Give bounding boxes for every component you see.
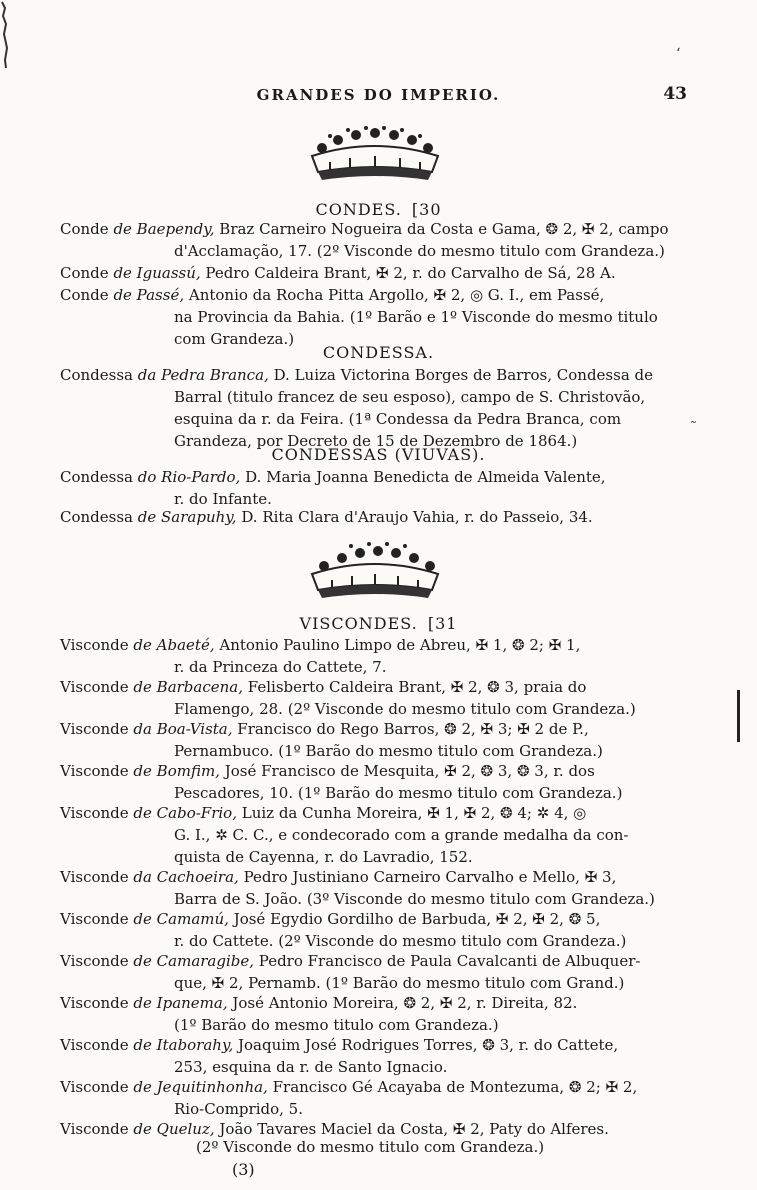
entry-text: João Tavares Maciel da Costa, ✠ 2, Paty do Alferes. [214,1120,609,1138]
entry-rank: Visconde [60,868,129,886]
entry-text: Antonio da Rocha Pitta Argollo, ✠ 2, ◎ G. I., em Passé, [184,286,605,304]
entry-title: de Camaragibe, [133,952,255,970]
entry-text: D. Maria Joanna Benedicta de Almeida Valente, [240,468,606,486]
signature-mark: (3) [232,1160,255,1179]
entry-continuation: Rio-Comprido, 5. [174,1100,303,1118]
entry-title: de Sarapuhy, [137,508,237,526]
entry-condessa-sarapuhy [60,506,700,528]
section-number: [30 [411,200,442,219]
entry-text: Francisco do Rego Barros, ❂ 2, ✠ 3; ✠ 2 de P., [232,720,589,738]
entry-rank: Visconde [60,720,129,738]
entry-text: Antonio Paulino Limpo de Abreu, ✠ 1, ❂ 2; ✠ 1, [214,636,581,654]
entry-continuation: Barral (titulo francez de seu esposo), campo de S. Christovão, [174,388,646,406]
entry-continuation: G. I., ✲ C. C., e condecorado com a grande medalha da con- [174,826,629,844]
entry-conde-iguassu [60,262,700,284]
page-number: 43 [663,84,687,104]
entry-text: Pedro Justiniano Carneiro Carvalho e Mello, ✠ 3, [238,868,617,886]
entry-visconde-barbacena [60,676,700,720]
entry-title: de Jequitinhonha, [133,1078,268,1096]
entry-title: de Abaeté, [133,636,215,654]
entry-title: de Camamú, [133,910,229,928]
entry-visconde-camamu [60,908,700,952]
entry-continuation: Barra de S. João. (3º Visconde do mesmo titulo com Grandeza.) [174,890,655,908]
entry-continuation: 253, esquina da r. de Santo Ignacio. [174,1058,448,1076]
section-title-condessa [0,343,757,362]
entry-continuation: (2º Visconde do mesmo titulo com Grandeza.) [196,1138,545,1156]
section-label: CONDESSA. [322,343,435,362]
entry-visconde-boa-vista [60,718,700,762]
entry-rank: Conde [60,286,109,304]
entry-visconde-camaragibe [60,950,700,994]
section-label: CONDES. [315,200,402,219]
entry-continuation: na Provincia da Bahia. (1º Barão e 1º Visconde do mesmo titulo [174,308,658,326]
entry-title: de Itaborahy, [133,1036,234,1054]
section-title-viscondes [0,614,757,633]
crown-icon [300,126,450,188]
section-label: VISCONDES. [299,614,418,633]
entry-visconde-ipanema [60,992,700,1036]
entry-title: da Boa-Vista, [133,720,233,738]
entry-continuation: r. da Princeza do Cattete, 7. [174,658,387,676]
entry-continuation: com Grandeza.) [174,330,295,348]
entry-rank: Visconde [60,804,129,822]
entry-rank: Visconde [60,1036,129,1054]
running-title: GRANDES DO IMPERIO. [256,86,501,104]
margin-tick: ˜ [690,420,697,436]
entry-title: de Bomfim, [133,762,220,780]
entry-rank: Visconde [60,678,129,696]
entry-continuation: Pernambuco. (1º Barão do mesmo titulo com Grandeza.) [174,742,603,760]
entry-continuation: Pescadores, 10. (1º Barão do mesmo titulo com Grandeza.) [174,784,623,802]
entry-continuation: Grandeza, por Decreto de 15 de Dezembro de 1864.) [174,432,578,450]
entry-title: do Rio-Pardo, [137,468,241,486]
entry-text: D. Luiza Victorina Borges de Barros, Condessa de [268,366,654,384]
entry-rank: Condessa [60,508,133,526]
entry-rank: Condessa [60,366,133,384]
entry-conde-baependy [60,218,700,262]
entry-visconde-queluz [60,1096,730,1140]
entry-rank: Visconde [60,636,129,654]
entry-title: de Passé, [113,286,185,304]
entry-title: de Ipanema, [133,994,228,1012]
entry-text: Felisberto Caldeira Brant, ✠ 2, ❂ 3, praia do [243,678,587,696]
entry-title: da Cachoeira, [133,868,239,886]
entry-rank: Visconde [60,1120,129,1138]
entry-continuation: r. do Cattete. (2º Visconde do mesmo titulo com Grandeza.) [174,932,627,950]
entry-text: José Antonio Moreira, ❂ 2, ✠ 2, r. Direita, 82. [227,994,578,1012]
entry-text: Joaquim José Rodrigues Torres, ❂ 3, r. do Cattete, [233,1036,619,1054]
entry-text: Francisco Gé Acayaba de Montezuma, ❂ 2; ✠ 2, [267,1078,638,1096]
entry-condessa-rio-pardo [60,466,700,510]
section-number: [31 [427,614,458,633]
entry-visconde-cachoeira [60,866,700,910]
section-label: CONDESSAS (VIUVAS). [271,445,486,464]
entry-text: Braz Carneiro Nogueira da Costa e Gama, ❂ 2, ✠ 2, campo [214,220,669,238]
entry-title: de Baependy, [113,220,215,238]
binding-edge-mark [0,0,14,70]
entry-title: da Pedra Branca, [137,366,269,384]
entry-continuation: (1º Barão do mesmo titulo com Grandeza.) [174,1016,499,1034]
entry-rank: Conde [60,264,109,282]
entry-rank: Visconde [60,952,129,970]
entry-continuation: r. do Infante. [174,490,272,508]
margin-tick: ʻ [676,46,681,62]
entry-rank: Visconde [60,1078,129,1096]
entry-continuation: que, ✠ 2, Pernamb. (1º Barão do mesmo titulo com Grand.) [174,974,625,992]
entry-text: José Francisco de Mesquita, ✠ 2, ❂ 3, ❂ 3, r. dos [219,762,595,780]
entry-visconde-cabo-frio [60,802,700,868]
entry-rank: Visconde [60,994,129,1012]
entry-continuation: quista de Cayenna, r. do Lavradio, 152. [174,848,473,866]
crown-icon [300,542,450,604]
entry-title: de Cabo-Frio, [133,804,237,822]
entry-text: D. Rita Clara d'Araujo Vahia, r. do Passeio, 34. [236,508,593,526]
entry-title: de Queluz, [133,1120,215,1138]
entry-visconde-itaborahy [60,1034,700,1078]
section-title-condessas [0,445,757,464]
margin-mark [737,690,740,742]
section-title-condes [0,200,757,219]
entry-continuation: Flamengo, 28. (2º Visconde do mesmo titulo com Grandeza.) [174,700,636,718]
entry-visconde-abaete [60,634,700,678]
entry-text: Pedro Caldeira Brant, ✠ 2, r. do Carvalho de Sá, 28 A. [200,264,616,282]
entry-rank: Conde [60,220,109,238]
entry-title: de Barbacena, [133,678,243,696]
entry-title: de Iguassú, [113,264,201,282]
entry-text: Pedro Francisco de Paula Cavalcanti de Albuquer- [254,952,641,970]
entry-rank: Condessa [60,468,133,486]
entry-condessa-pedra-branca [60,364,700,452]
entry-visconde-bomfim [60,760,700,804]
entry-text: Luiz da Cunha Moreira, ✠ 1, ✠ 2, ❂ 4; ✲ 4, ◎ [236,804,587,822]
entry-continuation: d'Acclamação, 17. (2º Visconde do mesmo titulo com Grandeza.) [174,242,665,260]
entry-rank: Visconde [60,910,129,928]
entry-continuation: esquina da r. da Feira. (1ª Condessa da Pedra Branca, com [174,410,622,428]
entry-conde-passe [60,284,700,350]
entry-text: José Egydio Gordilho de Barbuda, ✠ 2, ✠ 2, ❂ 5, [228,910,601,928]
entry-rank: Visconde [60,762,129,780]
